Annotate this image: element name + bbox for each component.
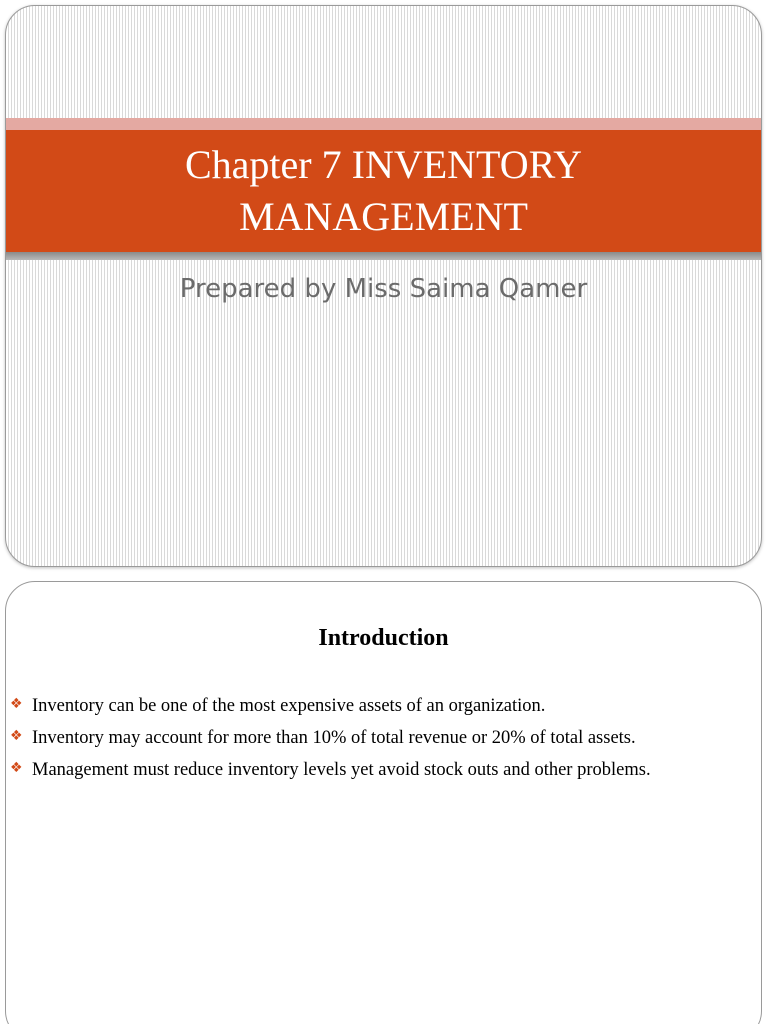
bullet-item [10, 722, 758, 754]
slide-title: Chapter 7 INVENTORY MANAGEMENT [185, 142, 582, 239]
diamond-bullet-icon: ❖ [10, 728, 23, 744]
bullet-item [10, 754, 758, 786]
bullet-list [10, 690, 758, 786]
bullet-item [10, 690, 758, 722]
bullet-text: Management must reduce inventory levels yet avoid stock outs and other problems. [32, 760, 651, 780]
slide-subtitle: Prepared by Miss Saima Qamer [179, 274, 588, 304]
title-bottom-shadow [6, 252, 761, 260]
bullet-text: Inventory may account for more than 10% of total revenue or 20% of total assets. [32, 728, 636, 748]
bullet-text: Inventory can be one of the most expensive assets of an organization. [32, 696, 546, 716]
introduction-slide [5, 581, 762, 1024]
title-band [6, 130, 761, 252]
diamond-bullet-icon: ❖ [10, 696, 23, 712]
introduction-heading: Introduction [318, 625, 449, 651]
diamond-bullet-icon: ❖ [10, 760, 23, 776]
title-slide [5, 5, 762, 567]
title-top-stripe [6, 118, 761, 130]
